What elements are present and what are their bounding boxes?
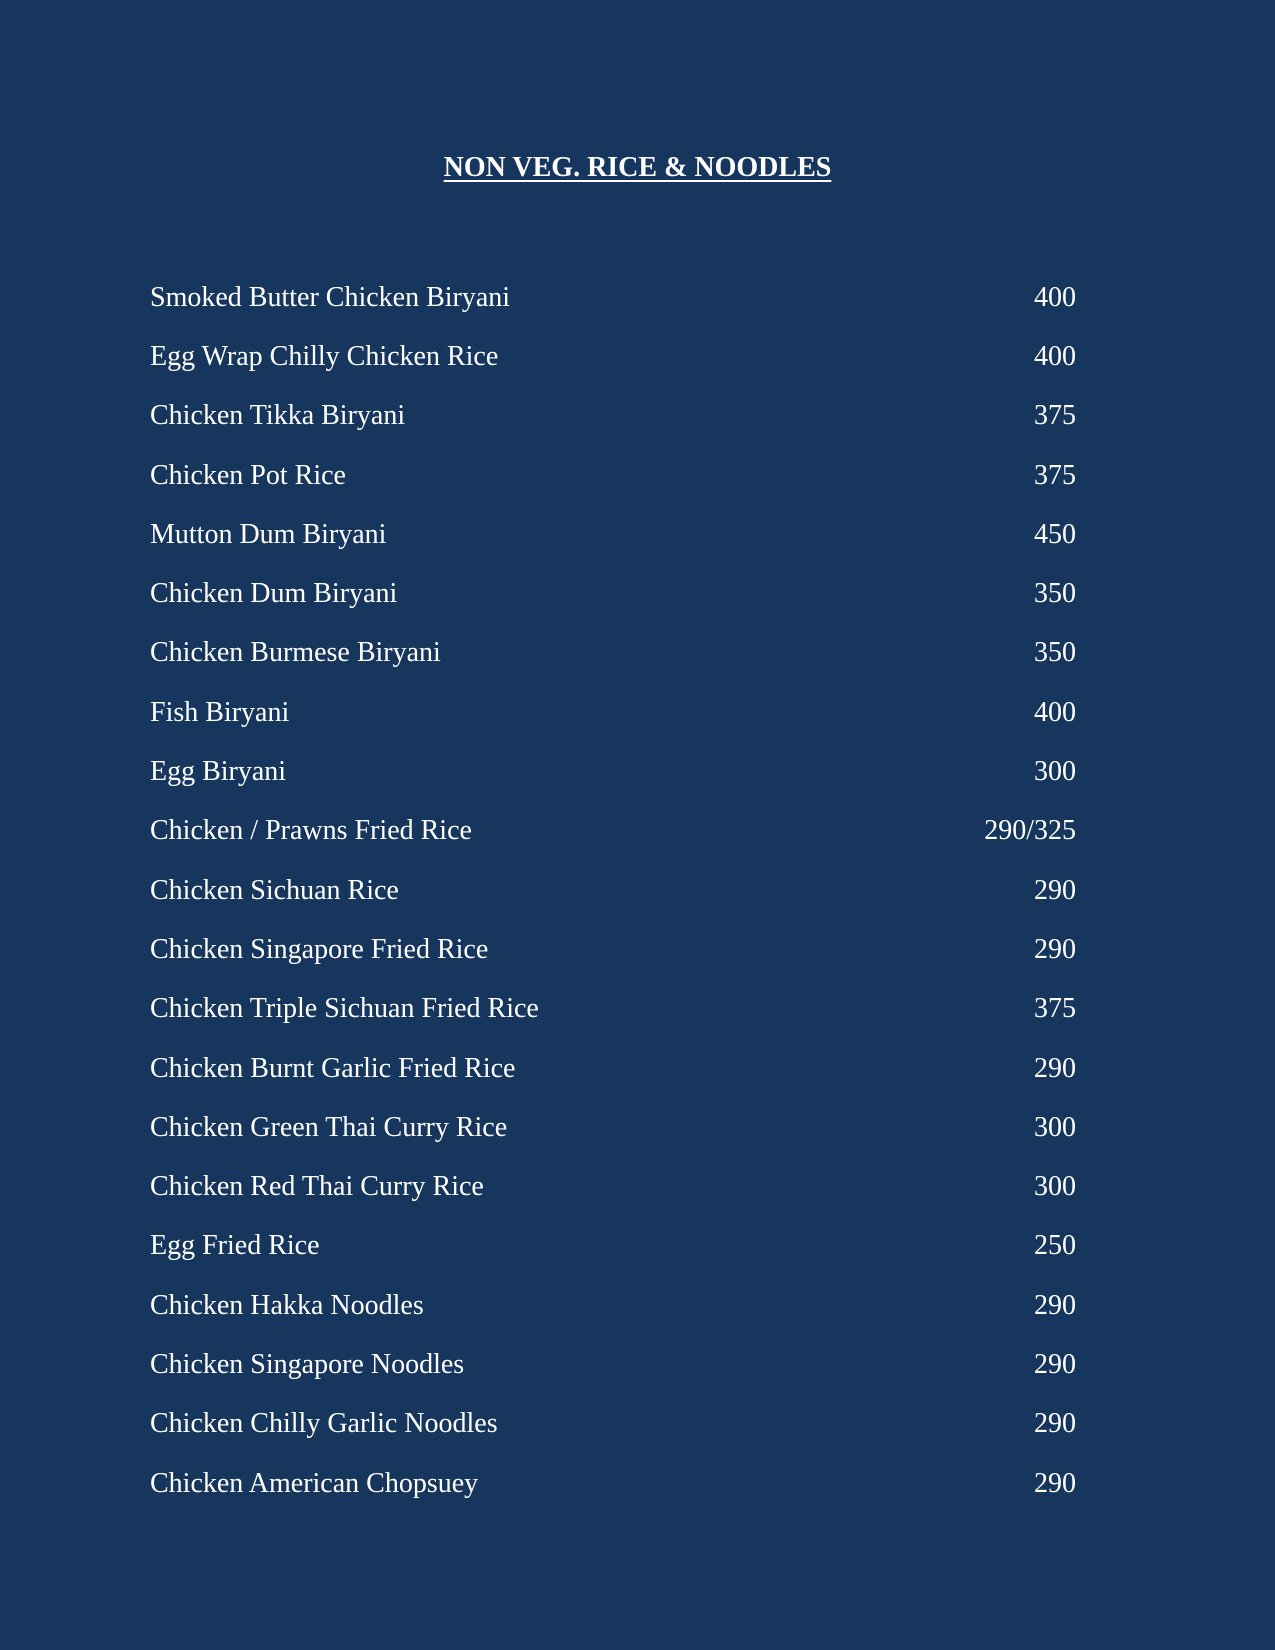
menu-item-name: Smoked Butter Chicken Biryani	[150, 281, 511, 313]
menu-item	[150, 861, 1076, 920]
menu-item	[150, 446, 1076, 505]
menu-item	[150, 742, 1076, 801]
menu-item-price: 375	[1034, 993, 1076, 1025]
menu-item	[150, 802, 1076, 861]
menu-item-price: 290	[1034, 1289, 1076, 1321]
menu-item-price: 300	[1034, 756, 1076, 788]
menu-item	[150, 1039, 1076, 1098]
menu-item-price: 290	[1034, 1408, 1076, 1440]
menu-item-price: 300	[1034, 1171, 1076, 1203]
menu-item	[150, 1276, 1076, 1335]
menu-item-price: 290	[1034, 1052, 1076, 1084]
menu-item	[150, 1335, 1076, 1394]
menu-item-name: Chicken Burmese Biryani	[150, 637, 441, 669]
menu-item-price: 375	[1034, 459, 1076, 491]
page-title: NON VEG. RICE & NOODLES	[443, 152, 832, 183]
menu-item	[150, 268, 1076, 327]
menu-item-price: 290	[1034, 1348, 1076, 1380]
menu-item	[150, 1098, 1076, 1157]
menu-item-name: Chicken Triple Sichuan Fried Rice	[150, 993, 539, 1025]
menu-item-name: Mutton Dum Biryani	[150, 518, 387, 550]
menu-item	[150, 387, 1076, 446]
menu-item-name: Chicken Singapore Fried Rice	[150, 933, 489, 965]
menu-item-price: 400	[1034, 340, 1076, 372]
menu-item	[150, 505, 1076, 564]
menu-item-name: Chicken Sichuan Rice	[150, 874, 399, 906]
menu-item-name: Egg Fried Rice	[150, 1230, 320, 1262]
menu-item-price: 250	[1034, 1230, 1076, 1262]
menu-item-name: Chicken Burnt Garlic Fried Rice	[150, 1052, 516, 1084]
menu-item	[150, 1157, 1076, 1216]
menu-item	[150, 624, 1076, 683]
menu-item-name: Chicken / Prawns Fried Rice	[150, 815, 472, 847]
menu-item-price: 450	[1034, 518, 1076, 550]
menu-item-name: Chicken Red Thai Curry Rice	[150, 1171, 484, 1203]
menu-item-name: Chicken Green Thai Curry Rice	[150, 1111, 508, 1143]
menu-item-name: Egg Wrap Chilly Chicken Rice	[150, 340, 499, 372]
menu-item	[150, 980, 1076, 1039]
menu-item-name: Chicken Singapore Noodles	[150, 1348, 465, 1380]
menu-item-price: 350	[1034, 578, 1076, 610]
menu-item	[150, 327, 1076, 386]
menu-item-name: Chicken Pot Rice	[150, 459, 346, 491]
menu-item-price: 300	[1034, 1111, 1076, 1143]
menu-item-name: Fish Biryani	[150, 696, 290, 728]
menu-item-price: 400	[1034, 696, 1076, 728]
menu-item	[150, 1217, 1076, 1276]
menu-item-price: 350	[1034, 637, 1076, 669]
menu-item-price: 290	[1034, 933, 1076, 965]
menu-item	[150, 683, 1076, 742]
menu-item-name: Chicken Tikka Biryani	[150, 400, 406, 432]
menu-item-price: 400	[1034, 281, 1076, 313]
menu-item	[150, 920, 1076, 979]
menu-item-price: 290/325	[984, 815, 1076, 847]
menu-item	[150, 1454, 1076, 1513]
menu-item	[150, 1395, 1076, 1454]
menu-item-price: 290	[1034, 1467, 1076, 1499]
menu-item-price: 290	[1034, 874, 1076, 906]
menu-item-name: Chicken Chilly Garlic Noodles	[150, 1408, 498, 1440]
menu-list	[150, 268, 1076, 1513]
menu-item	[150, 564, 1076, 623]
menu-item-name: Egg Biryani	[150, 756, 287, 788]
menu-item-name: Chicken Dum Biryani	[150, 578, 398, 610]
menu-item-name: Chicken American Chopsuey	[150, 1467, 479, 1499]
menu-item-price: 375	[1034, 400, 1076, 432]
menu-item-name: Chicken Hakka Noodles	[150, 1289, 424, 1321]
